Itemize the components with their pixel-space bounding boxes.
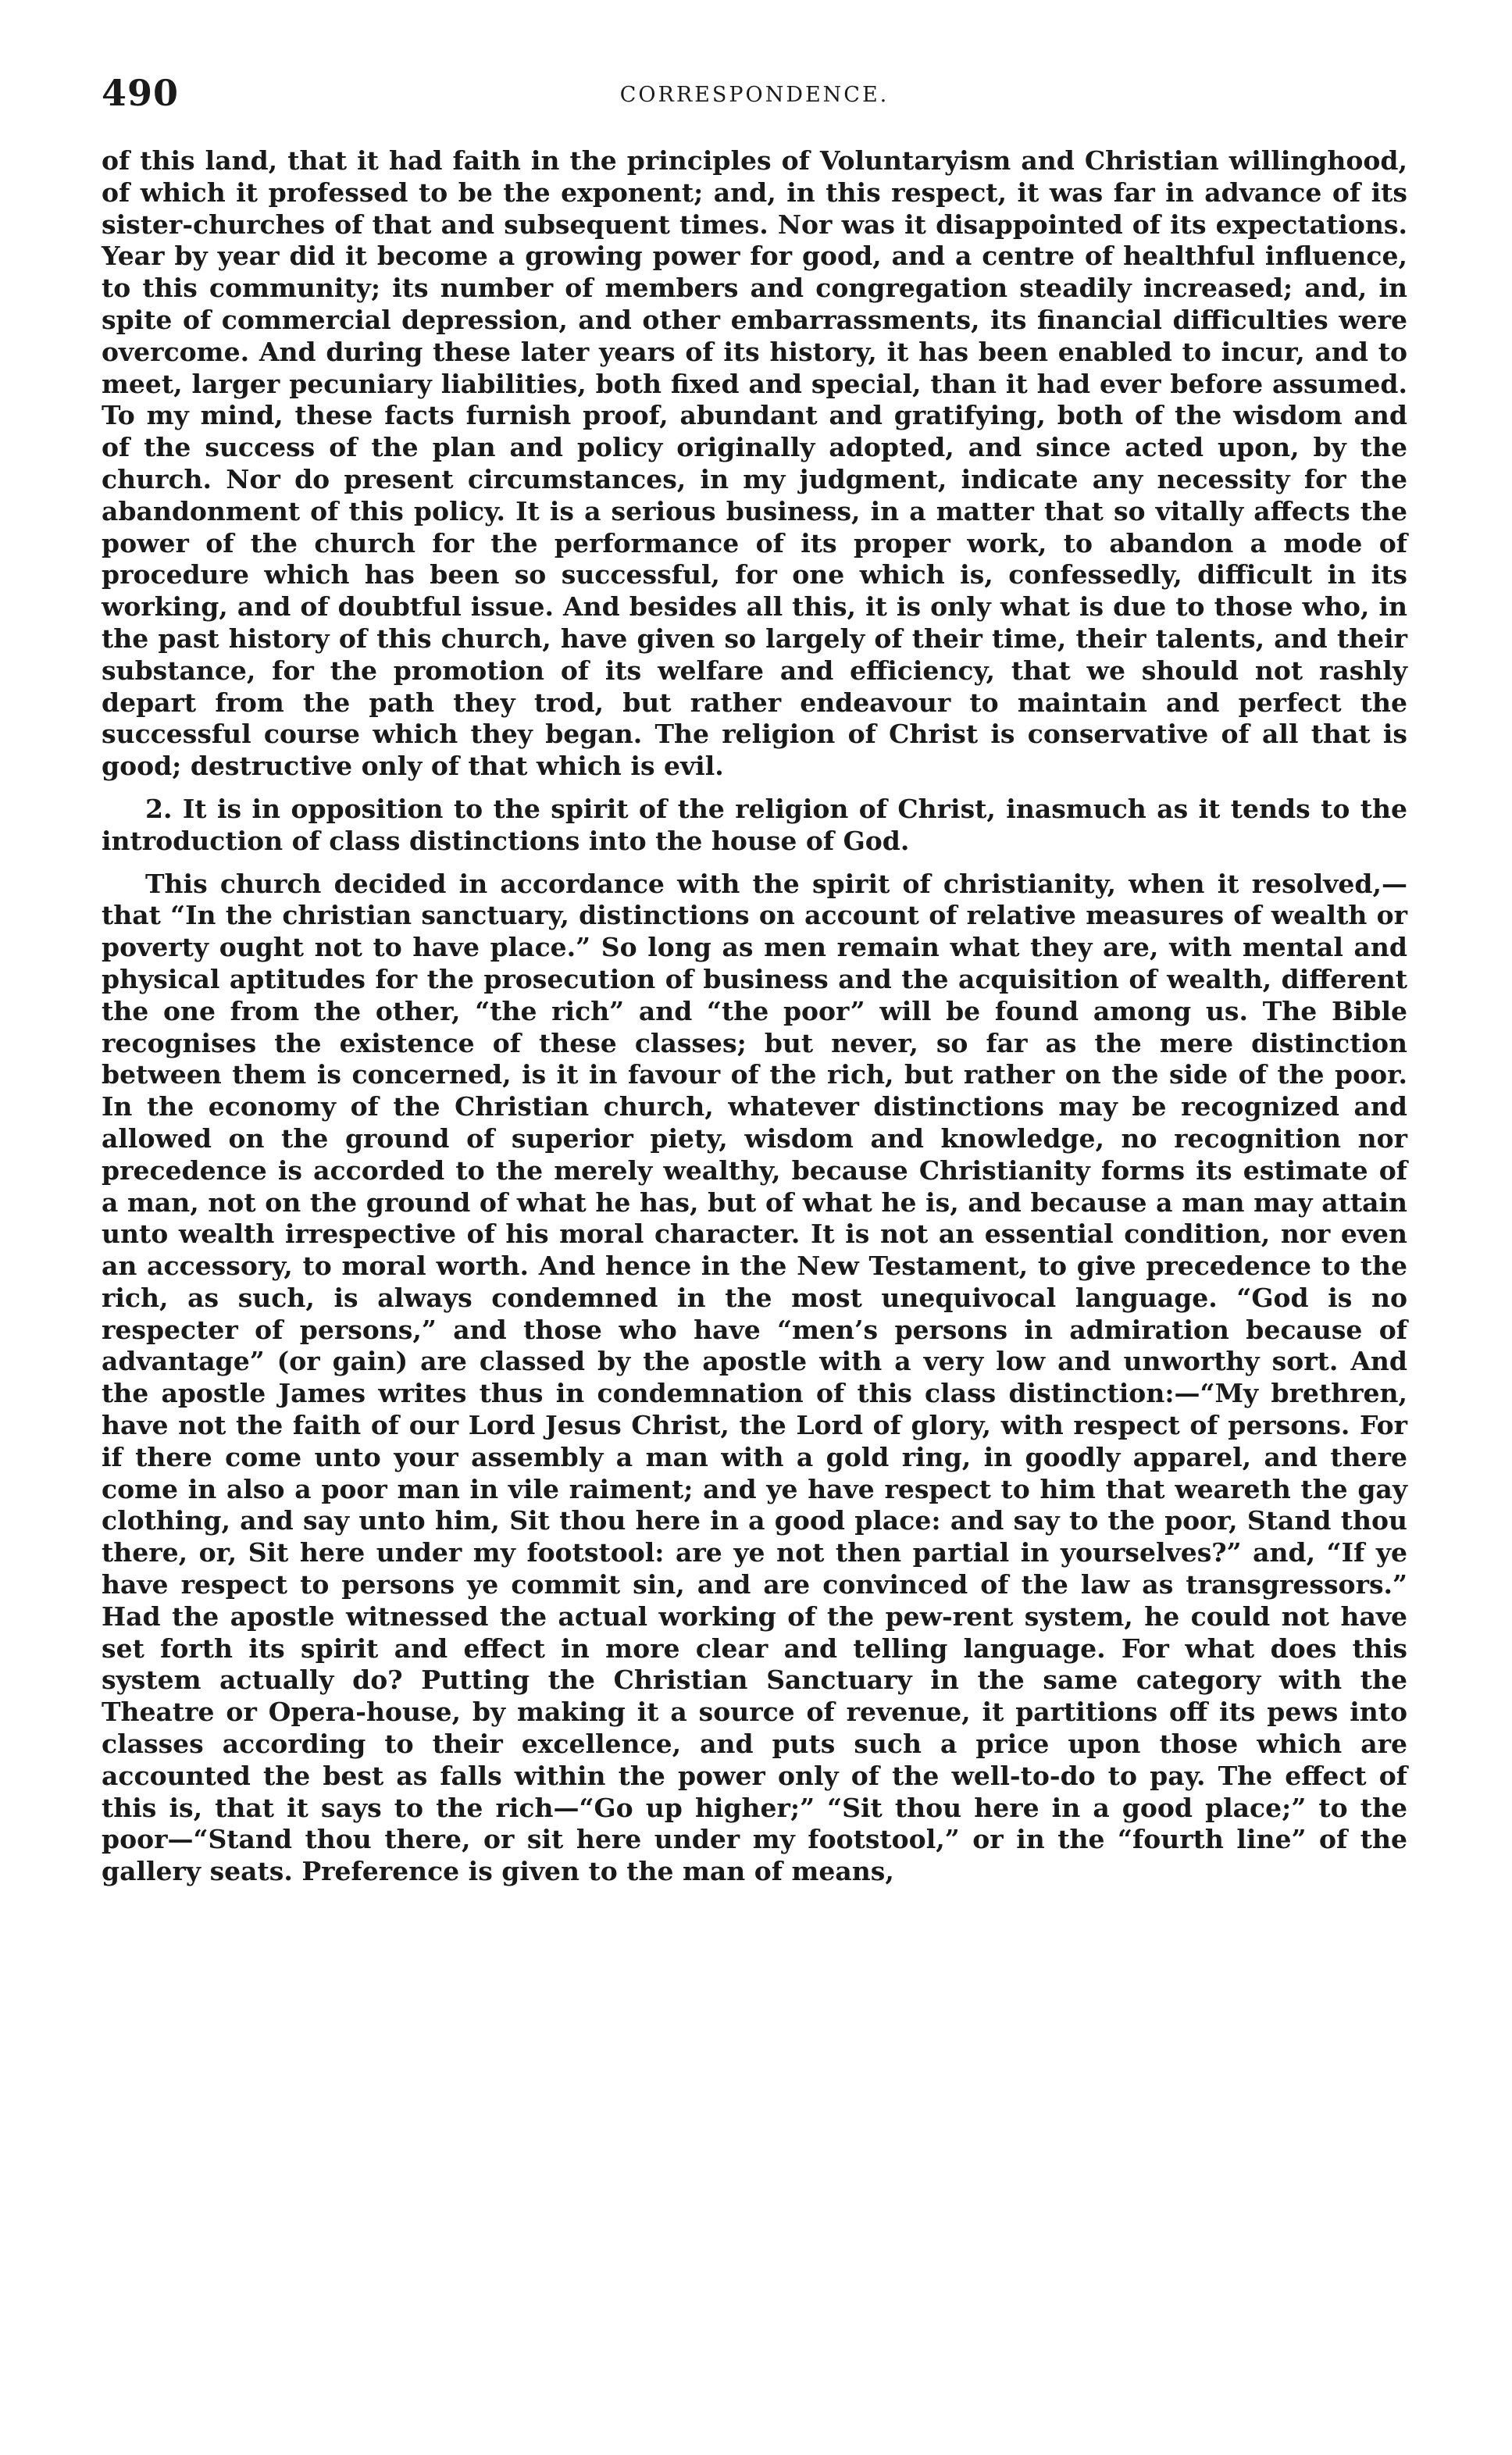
section-title: CORRESPONDENCE. <box>619 83 890 107</box>
body-text <box>102 145 1407 1888</box>
document-page <box>102 72 1407 1888</box>
paragraph-argument: This church decided in accordance with the spirit of christianity, when it resolved,—that “In the christian sanctuary, distinctions on account of relative measures of wealth or poverty ought not to have place.” So long as men remain what they are, with mental and physical aptitudes for the prosecution of business and the acquisition of wealth, different the one from the other, “the rich” and “the poor” will be found among us. The Bible recognises the existence of these classes; but never, so far as the mere distinction between them is concerned, is it in favour of the rich, but rather on the side of the poor. In the economy of the Christian church, whatever distinctions may be recognized and allowed on the ground of superior piety, wisdom and knowledge, no recognition nor precedence is accorded to the merely wealthy, because Christianity forms its estimate of a man, not on the ground of what he has, but of what he is, and because a man may attain unto wealth irrespective of his moral character. It is not an essential condition, nor even an accessory, to moral worth. And hence in the New Testament, to give precedence to the rich, as such, is always condemned in the most unequivocal language. “God is no respecter of persons,” and those who have “men’s persons in admiration because of advantage” (or gain) are classed by the apostle with a very low and unworthy sort. And the apostle James writes thus in condemnation of this class distinction:—“My brethren, have not the faith of our Lord Jesus Christ, the Lord of glory, with respect of persons. For if there come unto your assembly a man with a gold ring, in goodly apparel, and there come in also a poor man in vile raiment; and ye have respect to him that weareth the gay clothing, and say unto him, Sit thou here in a good place: and say to the poor, Stand thou there, or, Sit here under my footstool: are ye not then partial in yourselves?” and, “If ye have respect to persons ye commit sin, and are convinced of the law as transgressors.” Had the apostle witnessed the actual working of the pew-rent system, he could not have set forth its spirit and effect in more clear and telling language. For what does this system actually do? Putting the Christian Sanctuary in the same category with the Theatre or Opera-house, by making it a source of revenue, it partitions off its pews into classes according to their excellence, and puts such a price upon those which are accounted the best as falls within the power only of the well-to-do to pay. The effect of this is, that it says to the rich—“Go up higher;” “Sit thou here in a good place;” to the poor—“Stand thou there, or sit here under my footstool,” or in the “fourth line” of the gallery seats. Preference is given to the man of means, <box>102 868 1407 1887</box>
paragraph-numbered-point: 2. It is in opposition to the spirit of the religion of Christ, inasmuch as it tends to the introduction of class distinctions into the house of God. <box>102 793 1407 856</box>
page-number: 490 <box>102 72 180 114</box>
paragraph-continuation: of this land, that it had faith in the principles of Voluntaryism and Christian willinghood, of which it professed to be the exponent; and, in this respect, it was far in advance of its sister-churches of that and subsequent times. Nor was it disappointed of its expectations. Year by year did it become a growing power for good, and a centre of healthful influence, to this community; its number of members and congregation steadily increased; and, in spite of commercial depression, and other embarrassments, its financial difficulties were overcome. And during these later years of its history, it has been enabled to incur, and to meet, larger pecuniary liabilities, both fixed and special, than it had ever before assumed. To my mind, these facts furnish proof, abundant and gratifying, both of the wisdom and of the success of the plan and policy originally adopted, and since acted upon, by the church. Nor do present circumstances, in my judgment, indicate any necessity for the abandonment of this policy. It is a serious business, in a matter that so vitally affects the power of the church for the performance of its proper work, to abandon a mode of procedure which has been so successful, for one which is, confessedly, difficult in its working, and of doubtful issue. And besides all this, it is only what is due to those who, in the past history of this church, have given so largely of their time, their talents, and their substance, for the promotion of its welfare and efficiency, that we should not rashly depart from the path they trod, but rather endeavour to maintain and perfect the successful course which they began. The religion of Christ is conservative of all that is good; destructive only of that which is evil. <box>102 145 1407 782</box>
running-head <box>102 72 1407 127</box>
